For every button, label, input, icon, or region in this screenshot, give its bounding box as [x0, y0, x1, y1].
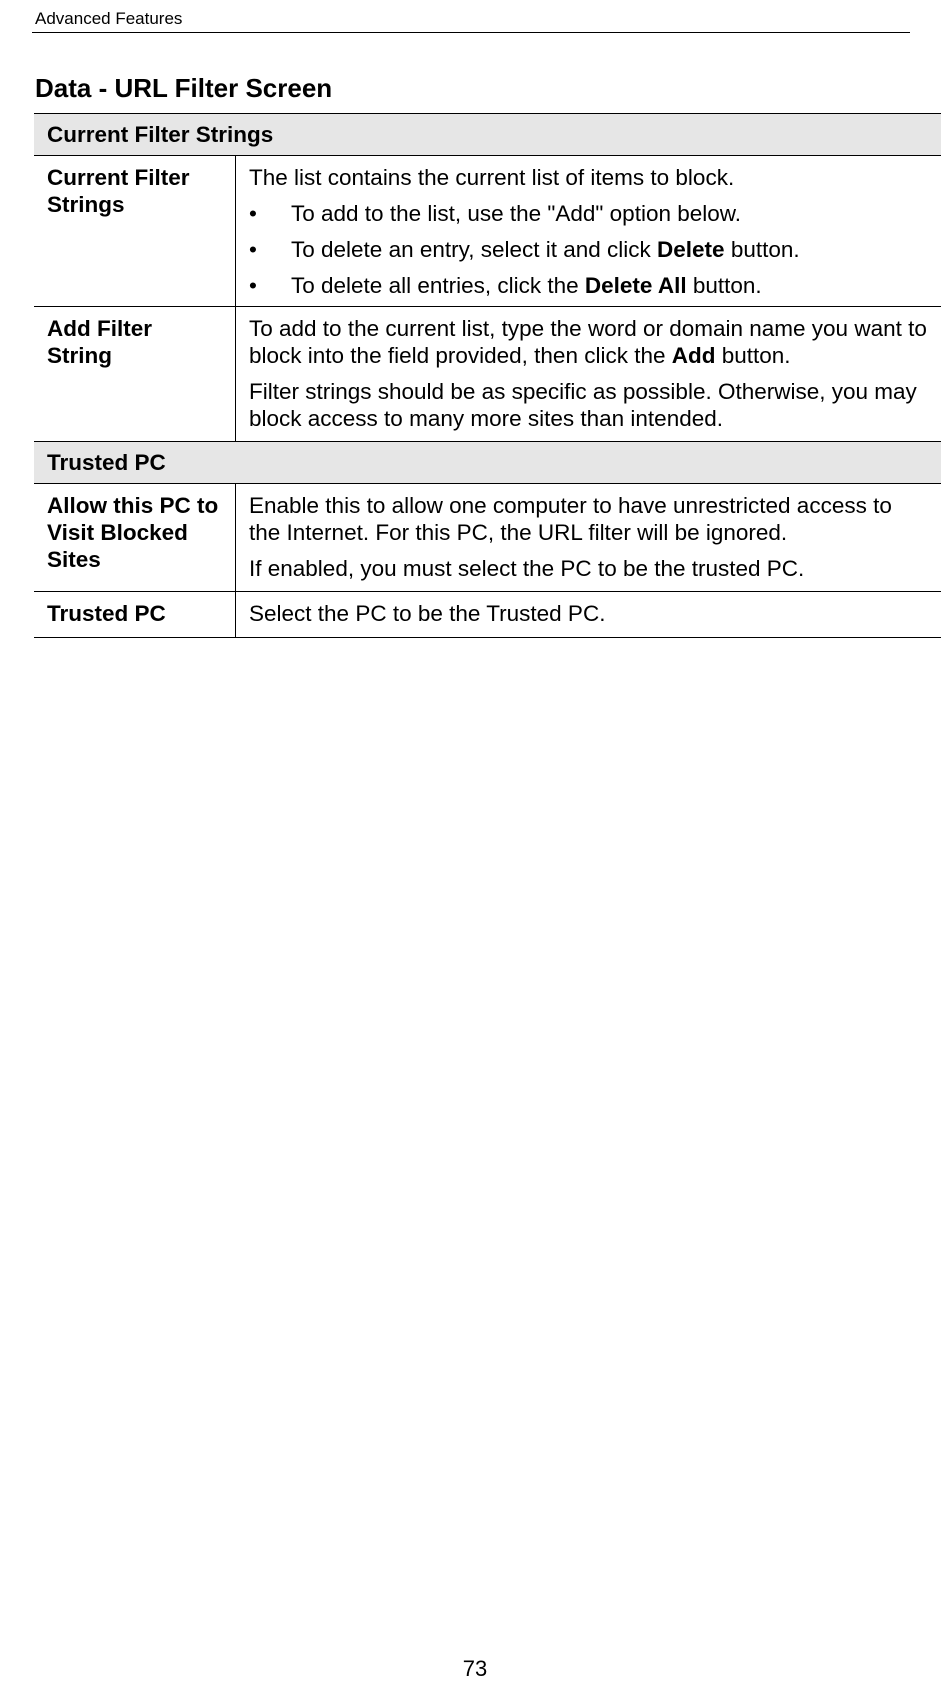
bold-term: Delete — [657, 237, 725, 262]
term-current-filter-strings: Current Filter Strings — [34, 156, 236, 307]
bullet-icon: • — [249, 237, 257, 262]
term-add-filter-string: Add Filter String — [34, 307, 236, 442]
list-item — [249, 236, 929, 263]
header-rule — [32, 32, 910, 33]
table-row — [34, 307, 941, 442]
section-title: Data - URL Filter Screen — [35, 73, 333, 103]
definition-text: Enable this to allow one computer to have unrestricted access to the Internet. For this PC, the URL filter will be ignored. — [249, 493, 892, 545]
definition-text: If enabled, you must select the PC to be the trusted PC. — [249, 556, 805, 581]
definition-current-filter-strings — [236, 156, 942, 307]
bold-term: Add — [671, 343, 716, 368]
definition-text: To add to the current list, type the word or domain name you want to block into the field provided, then click the Add button. — [249, 316, 927, 368]
bullet-icon: • — [249, 273, 257, 298]
definition-text: The list contains the current list of items to block. — [249, 165, 735, 190]
bullet-text: To delete an entry, select it and click Delete button. — [291, 237, 800, 262]
bullet-list — [249, 200, 929, 299]
section-heading-trusted-pc: Trusted PC — [34, 442, 941, 484]
list-item — [249, 272, 929, 299]
bullet-text: To add to the list, use the "Add" option below. — [291, 201, 742, 226]
page-number: 73 — [462, 1656, 488, 1681]
definition-trusted-pc — [236, 592, 942, 638]
bullet-icon: • — [249, 201, 257, 226]
bullet-text: To delete all entries, click the Delete All button. — [291, 273, 762, 298]
term-allow-this-pc: Allow this PC to Visit Blocked Sites — [34, 484, 236, 592]
term-trusted-pc: Trusted PC — [34, 592, 236, 638]
bold-term: Delete All — [584, 273, 687, 298]
list-item — [249, 200, 929, 227]
definition-text: Select the PC to be the Trusted PC. — [249, 601, 606, 626]
definition-text: Filter strings should be as specific as possible. Otherwise, you may block access to many more sites than intended. — [249, 379, 917, 431]
definition-allow-this-pc — [236, 484, 942, 592]
table-row — [34, 592, 941, 638]
section-header-row — [34, 442, 941, 484]
definition-add-filter-string — [236, 307, 942, 442]
running-header: Advanced Features — [35, 9, 183, 28]
section-heading-current-filter-strings: Current Filter Strings — [34, 114, 941, 156]
table-row — [34, 156, 941, 307]
section-header-row — [34, 114, 941, 156]
table-row — [34, 484, 941, 592]
description-table — [34, 113, 941, 638]
